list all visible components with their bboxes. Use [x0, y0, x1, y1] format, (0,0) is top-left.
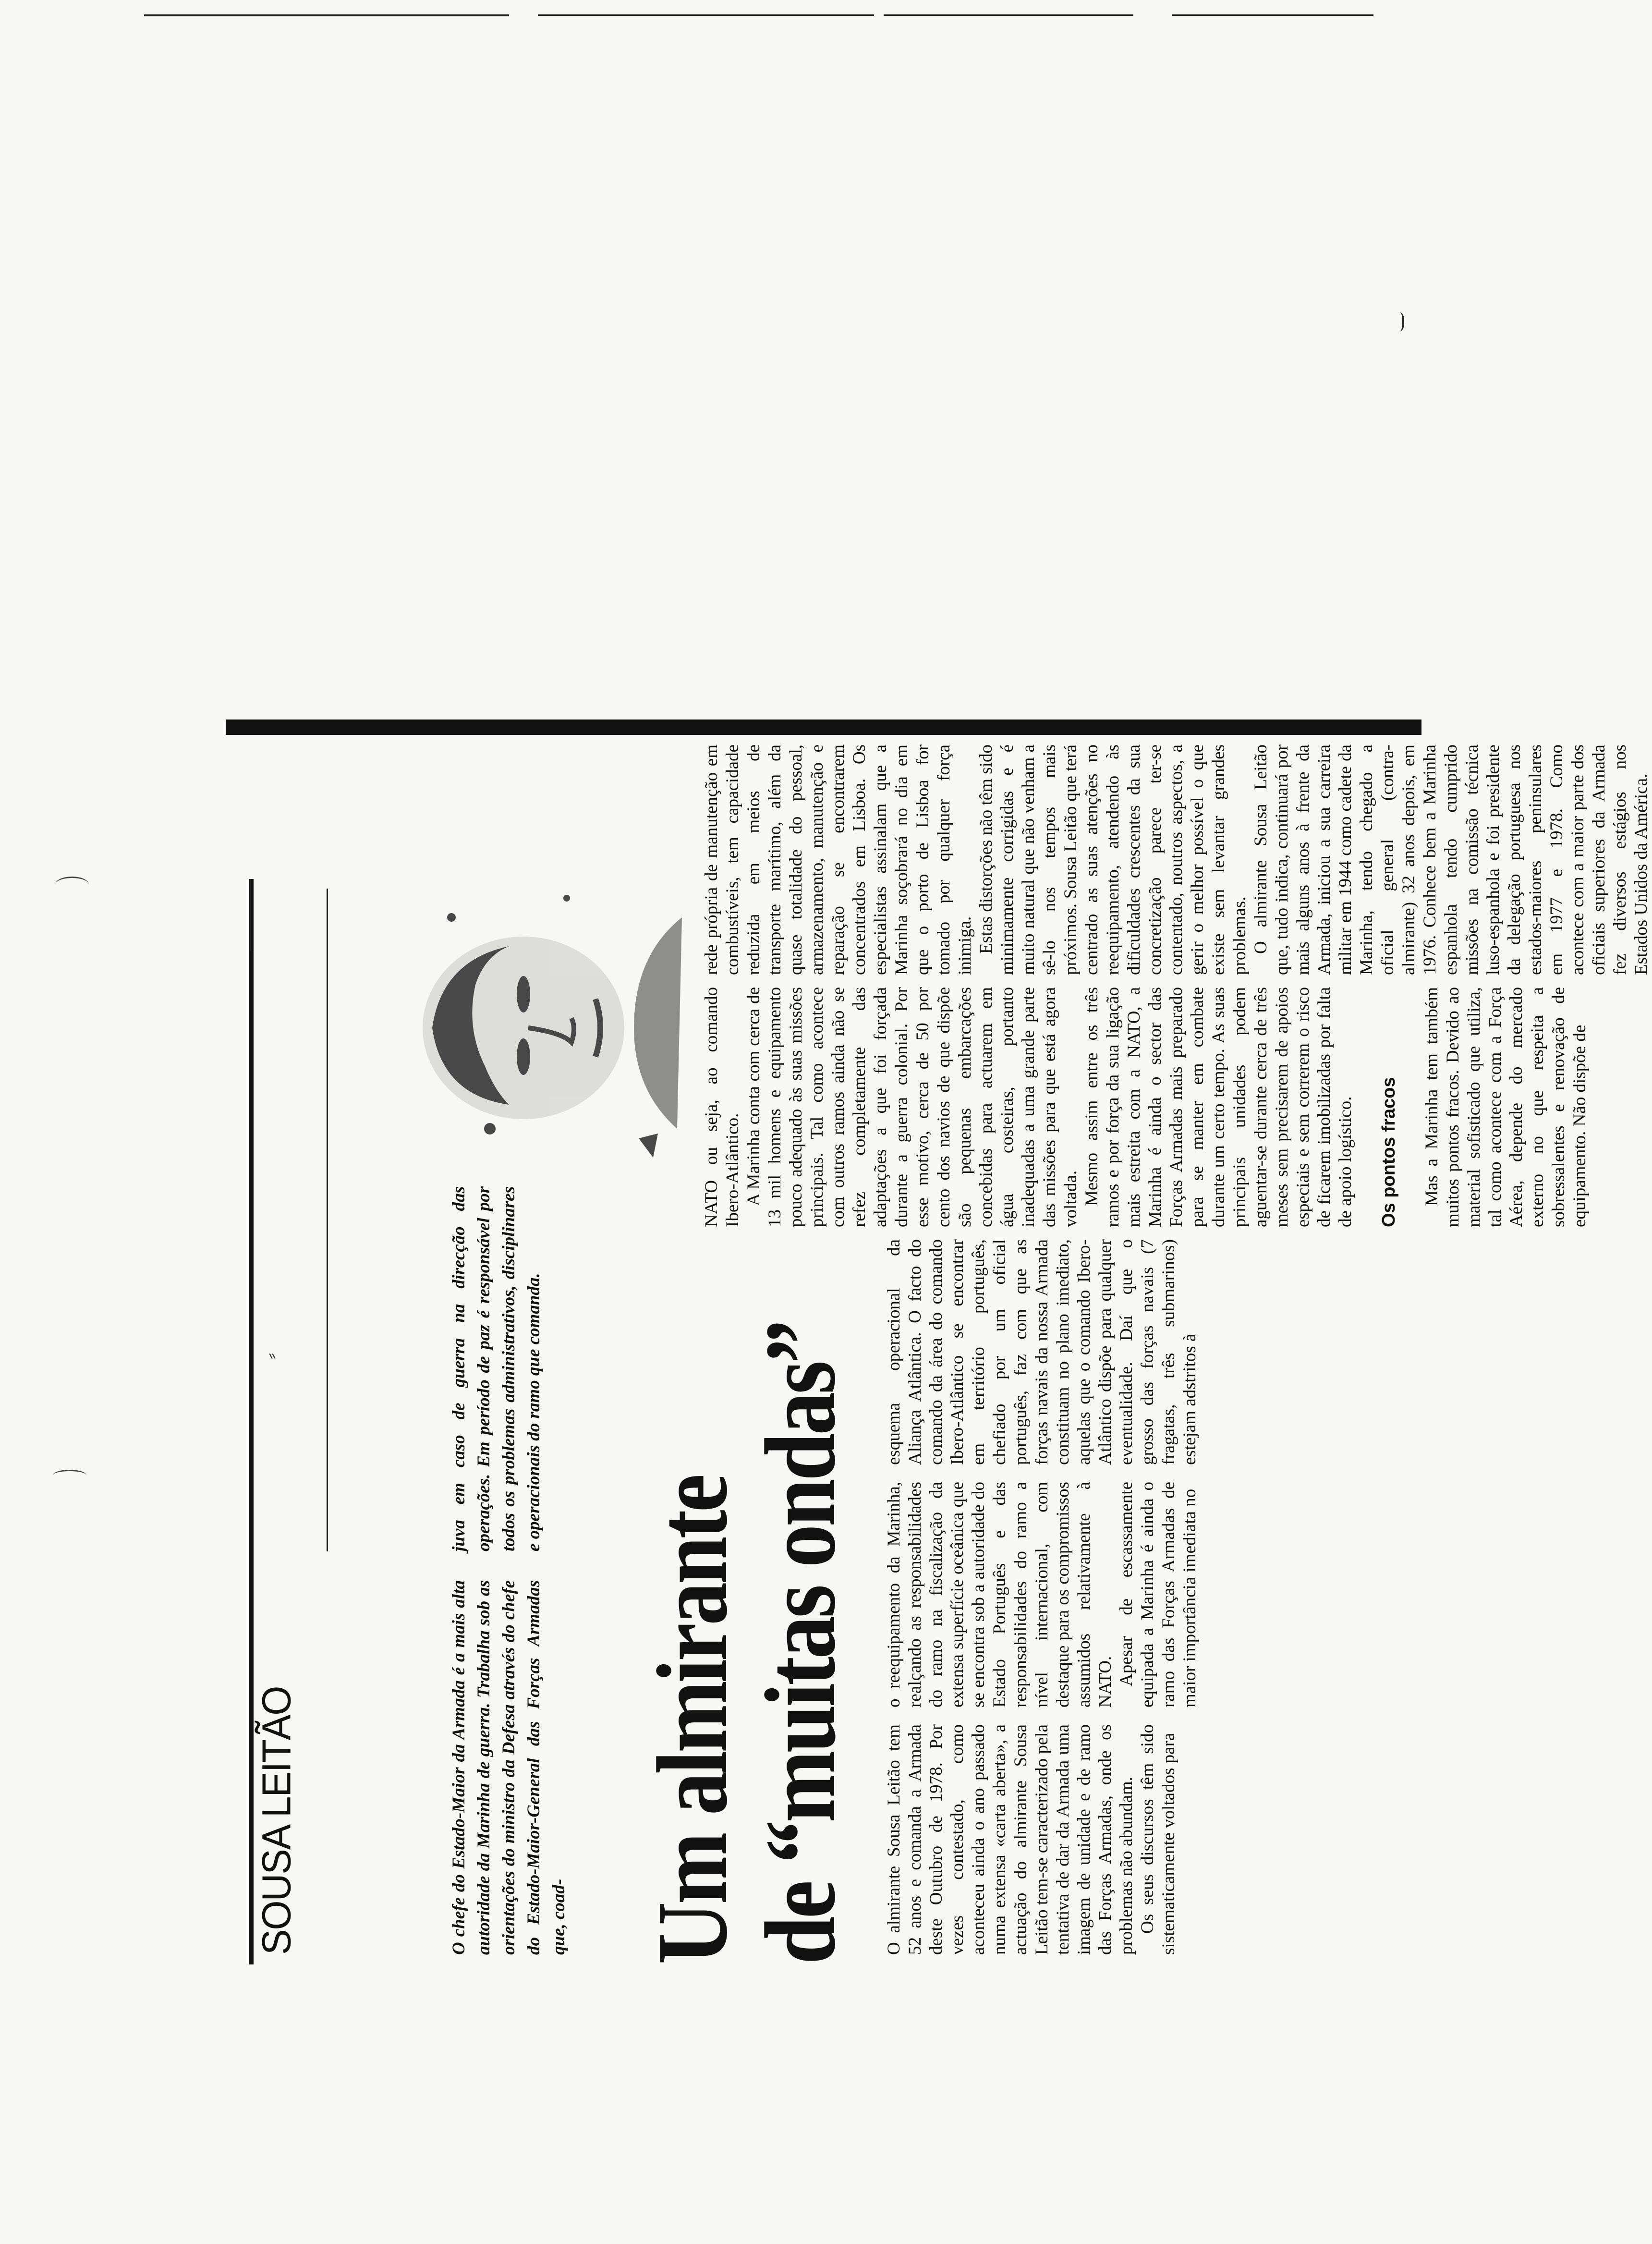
headline-line-2: de “muitas ondas” — [745, 1322, 856, 1964]
subhead-pontos-fracos: Os pontos fracos — [1379, 1077, 1399, 1227]
scan-edge-line — [144, 14, 509, 16]
bottom-heavy-rule — [226, 720, 1421, 735]
paragraph: NATO ou seja, ao comando Ibero-Atlântico. — [702, 987, 742, 1227]
scan-edge-line — [538, 14, 874, 16]
paragraph: A Marinha conta com cerca de 13 mil homens e equipamento pouco adequado às suas missões principais. Tal como acontece com outros ramos ainda não se refez completamente das adaptações a que foi forçada durante a guerra colonial. Por esse motivo, cerca de 50 por cento dos navios de que dispõe são pequenas embarcações concebidas para actuarem em água costeiras, portanto inadequadas a uma grande parte das missões para que está agora voltada. — [744, 987, 1081, 1227]
top-rule — [249, 879, 254, 1964]
stray-mark: ⸗ — [260, 1353, 281, 1359]
scan-edge-line — [884, 14, 1133, 16]
paragraph: Estas distorções não têm sido minimamente corrigidas e é muito natural que não venham a sê-lo nos tempos mais próximos. Sousa Leitão que terá centrado as suas atenções no reequipamento, atendendo às dificuldades crescentes da sua concretização parece ter-se contentado, noutros aspectos, a gerir o melhor possível o que existe sem levantar grandes problemas. — [976, 744, 1250, 975]
paragraph: O almirante Sousa Leitão tem 52 anos e comanda a Armada deste Outubro de 1978. Por vezes contestado, como aconteceu ainda o ano passado numa extensa «carta aberta», a actuação do almirante Sousa Leitão tem-se caracterizado pela tentativa de dar da Armada uma imagem de unidade e de ramo das Forças Armadas, onde os problemas não abundam. — [884, 1724, 1136, 1955]
author-byline: SOUSA LEITÃO — [254, 1686, 299, 1955]
column-rule — [327, 889, 328, 1551]
paragraph: Mas a Marinha tem também muitos pontos fracos. Devido ao material sofisticado que utiliza, tal como acontece com a Força Aérea, depende do mercado externo no que respeita a sobressalentes e renovação de equipamento. Não dispõe de — [1422, 987, 1590, 1227]
scan-smudge — [53, 1470, 86, 1481]
column-4 — [701, 987, 1591, 1227]
paragraph: o reequipamento da Marinha, realçando as responsabilidades do ramo na fiscalização da extensa superfície oceânica que se encontra sob a autoridade do Estado Português e das responsabilidades do ramo a nível internacional, com destaque para os compromissos assumidos relativamente à NATO. — [884, 1482, 1115, 1707]
paragraph: Mesmo assim entre os três ramos e por força da sua ligação mais estreita com a NATO, a Marinha é ainda o sector das Forças Armadas mais preparado para se manter em combate durante um certo tempo. As suas principais unidades podem aguentar-se durante cerca de três meses sem precisarem de apoios especiais e sem correrem o risco de ficarem imobilizadas por falta de apoio logístico. — [1082, 987, 1355, 1227]
newspaper-clipping — [221, 312, 1651, 1964]
headline — [639, 1322, 855, 1964]
admiral-photo — [365, 850, 701, 1186]
column-1 — [884, 1724, 1179, 1955]
paragraph: Apesar de escassamente equipada a Marinha é ainda o ramo das Forças Armadas de maior importância imediata no — [1117, 1482, 1200, 1707]
scan-edge-line — [1172, 14, 1373, 16]
column-5 — [701, 744, 1652, 975]
author-rule — [250, 879, 251, 951]
column-3 — [884, 1239, 1201, 1465]
paragraph: O almirante Sousa Leitão que, tudo indica, continuará por mais alguns anos à frente da Armada, iniciou a sua carreira militar em 1944 como cadete da Marinha, tendo chegado a oficial general (contra-almirante) 32 anos depois, em 1976. Conhece bem a Marinha espanhola tendo cumprido missões na comissão técnica luso-espanhola e foi presidente da delegação portuguesa nos estados-maiores peninsulares em 1977 e 1978. Como acontece com a maior parte dos oficiais superiores da Armada fez diversos estágios nos Estados Unidos da América. — [1251, 744, 1651, 975]
paragraph: rede própria de manutenção em combustíveis, tem capacidade reduzida em meios de transporte marítimo, além da quase totalidade do pessoal, armazenamento, manutenção e reparação se encontrarem concentrados em Lisboa. Os especialistas assinalam que a Marinha soçobrará no dia em que o porto de Lisboa for tomado por qualquer força inimiga. — [702, 744, 975, 975]
headline-line-1: Um almirante — [637, 1476, 748, 1964]
column-2 — [884, 1482, 1201, 1707]
lede-part-1: O chefe do Estado-Maior da Armada é a mais alta autoridade da Marinha de guerra. Trabalha sob as orientações do ministro da Defesa através do chefe do Estado-Maior-General das Forças Armadas que, coad- — [449, 1580, 569, 1955]
paragraph: esquema operacional da Aliança Atlântica. O facto do comando da área do comando Ibero-Atlântico se encontrar em território português, chefiado por um oficial português, faz com que as forças navais da nossa Armada constituam no plano imediato, aquelas que o comando Ibero-Atlântico dispõe para qualquer eventualidade. Daí que o grosso das forças navais (7 fragatas, três submarinos) estejam adstritos à — [884, 1239, 1200, 1465]
lede-part-2: juva em caso de guerra na direcção das operações. Em período de paz é responsável por todos os problemas administrativos, disciplinares e operacionais do ramo que comanda. — [449, 1186, 544, 1551]
scan-smudge — [55, 877, 89, 892]
paragraph: Os seus discursos têm sido sistematicamente voltados para — [1138, 1724, 1178, 1955]
